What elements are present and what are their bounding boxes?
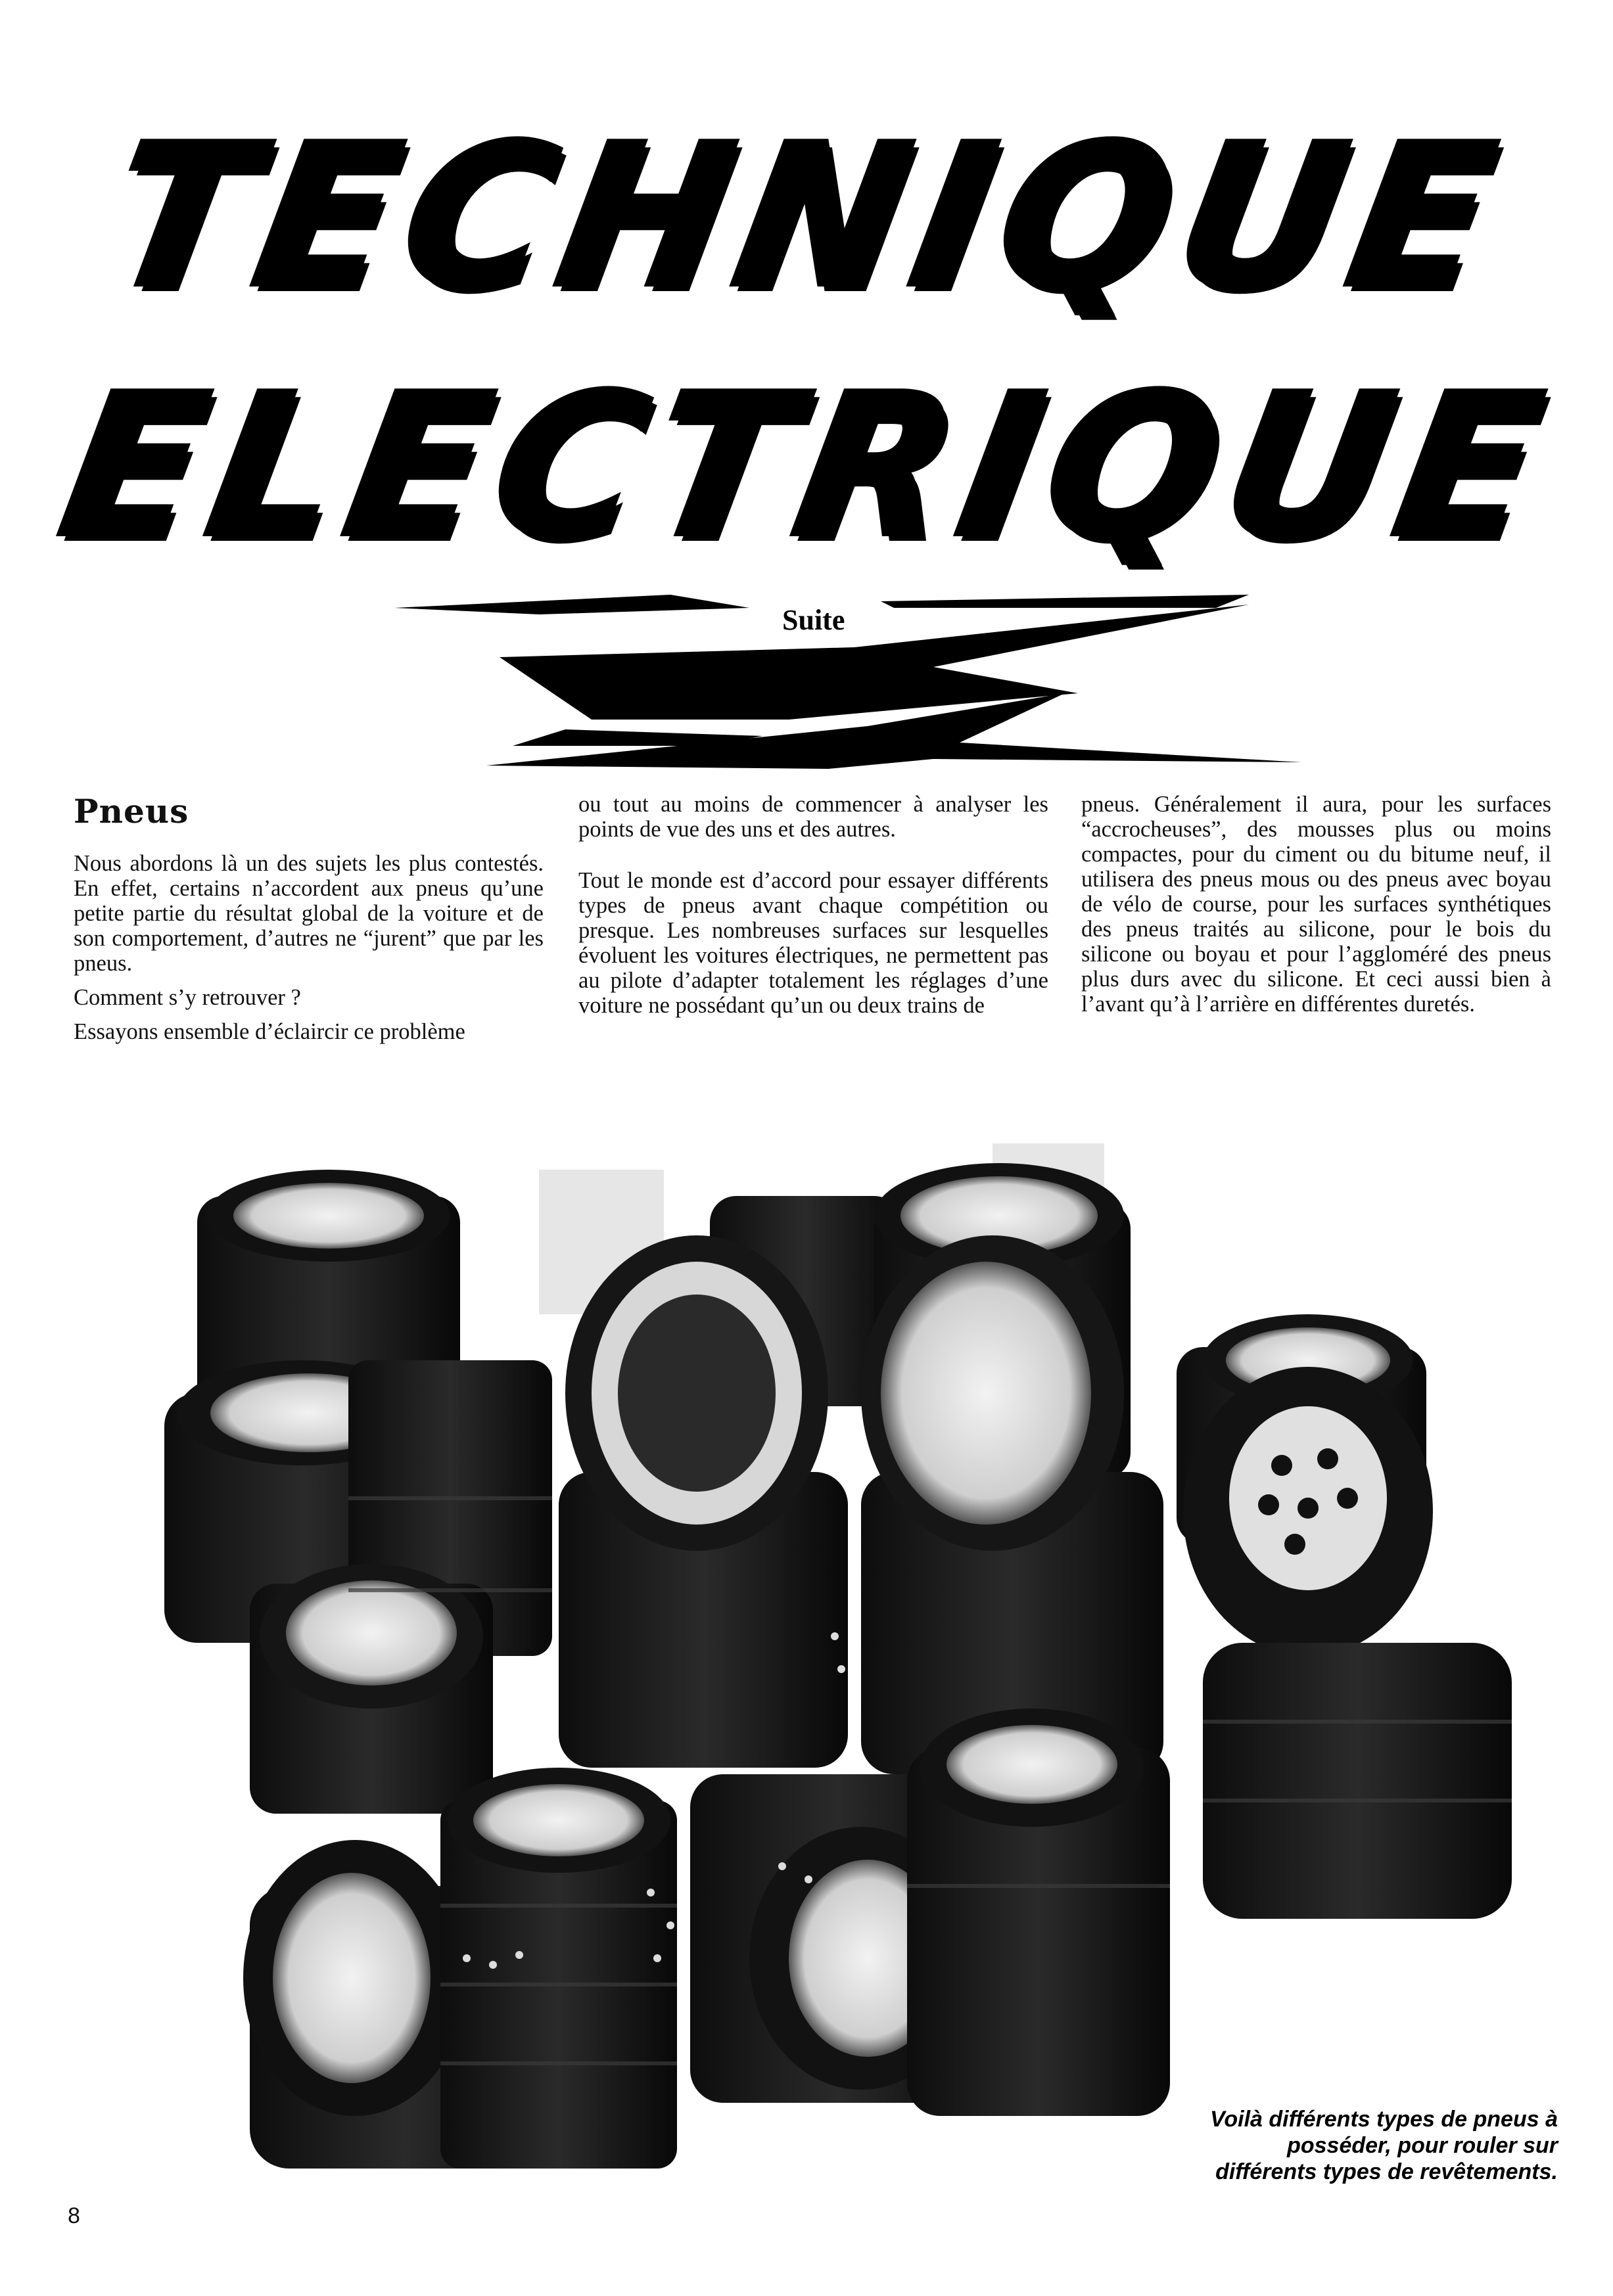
- title-line-2: ELECTRIQUE: [46, 352, 1567, 581]
- section-heading: Pneus: [74, 792, 189, 831]
- paragraph: Comment s’y retrouver ?: [74, 985, 301, 1010]
- paragraph: Essayons ensemble d’éclaircir ce problème: [74, 1019, 465, 1044]
- paragraph: Nous abordons là un des sujets les plus contestés. En effet, certains n’accordent aux pneus qu’une petite partie du résultat global de la voiture et de son comportement, d’autres ne “jurent” que par les pneus.: [74, 851, 544, 976]
- article-column-3: [1081, 792, 1551, 1030]
- tyres-photo: [151, 1130, 1538, 2188]
- lightning-bolt-graphic: [394, 578, 1328, 789]
- page-number: 8: [68, 2203, 80, 2228]
- subtitle-suite: Suite: [782, 604, 845, 636]
- photo-caption: Voilà différents types de pneus à posséder, pour rouler sur différents types de revêtements.: [1209, 2107, 1558, 2184]
- paragraph: pneus. Généralement il aura, pour les surfaces “accrocheuses”, des mousses plus ou moins compactes, pour du ciment ou du bitume neuf, il utilisera des pneus mous ou des pneus avec boyau de vélo de course, pour les surfaces synthétiques des pneus traités au silicone, pour le bois du silicone ou boyau et pour l’aggloméré des pneus plus durs avec du silicone. Et ceci aussi bien à l’avant qu’à l’arrière en différentes duretés.: [1081, 792, 1551, 1017]
- title-line-1: TECHNIQUE: [93, 102, 1520, 331]
- article-column-1: [74, 792, 544, 1053]
- article-column-2: [578, 792, 1048, 1031]
- paragraph: Tout le monde est d’accord pour essayer différents types de pneus avant chaque compétition ou presque. Les nombreuses surfaces sur lesquelles évoluent les voitures électriques, ne permettent pas au pilote d’adapter totalement les réglages d’une voiture ne possédant qu’un ou deux trains de: [578, 868, 1048, 1018]
- paragraph: ou tout au moins de commencer à analyser les points de vue des uns et des autres.: [578, 792, 1048, 842]
